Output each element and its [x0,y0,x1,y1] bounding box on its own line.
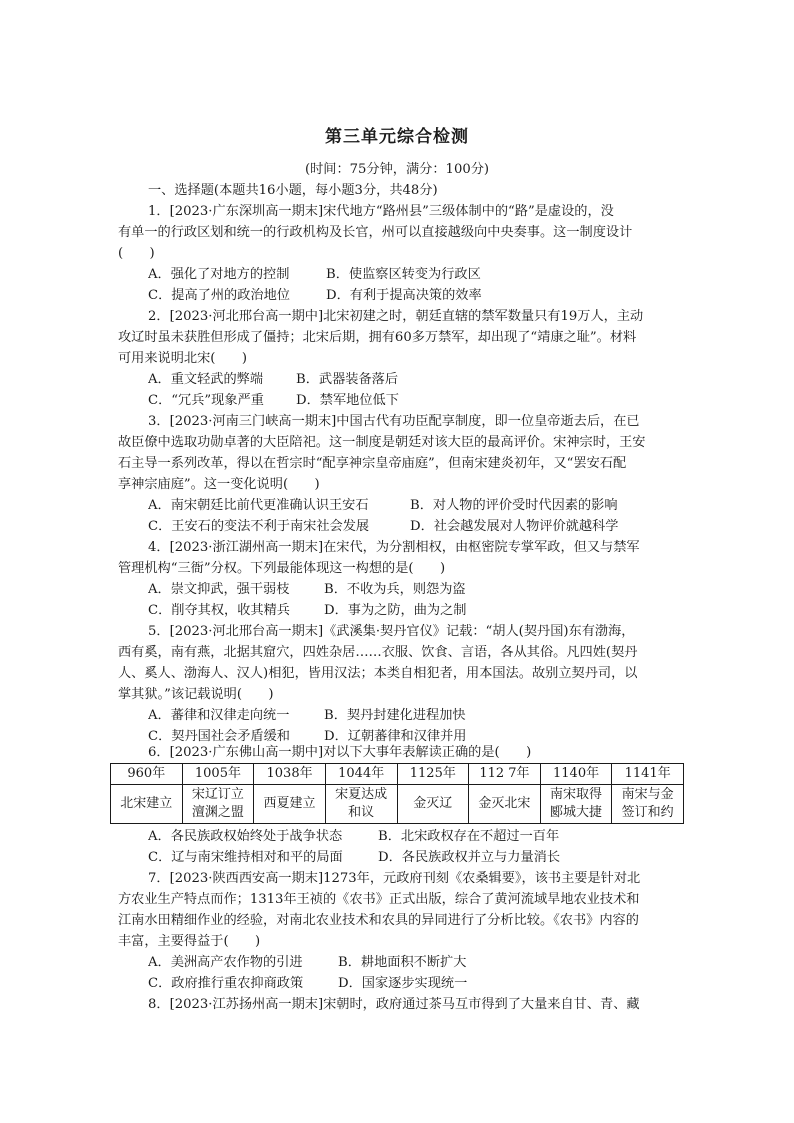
q5-line-4: 掌其狱。”该记载说明( ) [118,687,274,702]
q7-options-cd [148,973,708,994]
q4-option-d[interactable]: D．事为之防，曲为之制 [324,603,467,618]
q3-line-2: 故臣僚中选取功勋卓著的大臣陪祀。这一制度是朝廷对该大臣的最高评价。宋神宗时，王安 [118,435,646,450]
year-cell: 1005年 [182,764,254,785]
event-text: 宋夏达成 [335,787,388,802]
q1-option-b[interactable]: B．使监察区转变为行政区 [326,267,481,282]
event-cell [325,785,397,824]
event-text: 澶渊之盟 [191,805,244,820]
year-cell: 1044年 [325,764,397,785]
section-heading: 一、选择题(本题共16小题，每小题3分，共48分) [148,183,438,198]
year-cell: 1125年 [397,764,469,785]
event-cell [540,785,612,824]
q2-option-c[interactable]: C．“冗兵”现象严重 [148,393,264,408]
q6-line-1: 6．[2023·广东佛山高一期中]对以下大事年表解读正确的是( ) [148,745,532,760]
q5-option-d[interactable]: D．辽朝蕃律和汉律并用 [324,729,467,744]
q7-line-4: 丰富，主要得益于( ) [118,934,261,949]
q6-option-c[interactable]: C．辽与南宋维持相对和平的局面 [148,850,343,865]
q3-line-4: 享神宗庙庭”。这一变化说明( ) [118,477,320,492]
q7-option-c[interactable]: C．政府推行重农抑商政策 [148,976,304,991]
event-cell [111,785,183,824]
q3-option-a[interactable]: A．南宋朝廷比前代更准确认识王安石 [148,498,369,513]
q5-line-2: 西有奚，南有燕，北据其窟穴，四姓杂居……衣服、饮食、言语，各从其俗。凡四姓(契丹 [118,645,638,660]
q4-option-c[interactable]: C．削夺其权，收其精兵 [148,603,290,618]
event-text: 南宋取得 [550,787,603,802]
q4-line-2: 管理机构“三衙”分权。下列最能体现这一构想的是( ) [118,561,446,576]
event-text: 北宋建立 [120,796,173,811]
q7-line-3: 江南水田精细作业的经验，对南北农业技术和农具的异同进行了分析比较。《农书》内容的 [118,913,639,928]
q1-options-cd [148,285,708,306]
event-text: 南宋与金 [621,787,674,802]
q5-option-b[interactable]: B．契丹封建化进程加快 [324,708,466,723]
q3-option-d[interactable]: D．社会越发展对人物评价就越科学 [410,519,619,534]
q8-line-1: 8．[2023·江苏扬州高一期末]宋朝时，政府通过茶马互市得到了大量来自甘、青、藏 [148,997,640,1012]
event-text: 金灭辽 [413,796,453,811]
event-cell [182,785,254,824]
q5-line-1: 5．[2023·河北邢台高一期末]《武溪集·契丹官仪》记载：“胡人(契丹国)东有渤海， [148,624,635,639]
q6-options-cd [148,847,708,868]
events-row [111,785,684,824]
q2-option-d[interactable]: D．禁军地位低下 [296,393,399,408]
q4-option-a[interactable]: A．崇文抑武，强干弱枝 [148,582,290,597]
event-text: 签订和约 [621,805,674,820]
q1-options-ab [148,264,708,285]
q4-option-b[interactable]: B．不收为兵，则怨为盗 [324,582,466,597]
q1-option-a[interactable]: A．强化了对地方的控制 [148,267,290,282]
q3-line-1: 3．[2023·河南三门峡高一期末]中国古代有功臣配享制度，即一位皇帝逝去后，在已 [148,414,640,429]
q1-line-2: 有单一的行政区划和统一的行政机构及长官，州可以直接越级向中央奏事。这一制度设计 [118,225,633,240]
event-cell [254,785,326,824]
year-cell: 1038年 [254,764,326,785]
q1-line-3: ( ) [118,246,155,261]
event-text: 西夏建立 [263,796,316,811]
page-title: 第三单元综合检测 [325,127,469,147]
q4-options-cd [148,600,708,621]
q2-option-b[interactable]: B．武器装备落后 [296,372,399,387]
q4-line-1: 4．[2023·浙江湖州高一期末]在宋代，为分割相权，由枢密院专掌军政，但又与禁军 [148,540,640,555]
event-cell [397,785,469,824]
event-text: 金灭北宋 [478,796,531,811]
q7-options-ab [148,952,708,973]
q4-options-ab [148,579,708,600]
event-text: 和议 [348,805,375,820]
q3-options-cd [148,516,708,537]
q2-options-ab [148,369,708,390]
q2-line-1: 2．[2023·河北邢台高一期中]北宋初建之时，朝廷直辖的禁军数量只有19万人，主动 [148,309,644,324]
event-text: 宋辽订立 [191,787,244,802]
q1-line-1: 1．[2023·广东深圳高一期末]宋代地方“路州县”三级体制中的“路”是虚设的，没 [148,204,614,219]
exam-info: (时间：75分钟，满分：100分) [304,162,490,177]
q3-option-c[interactable]: C．王安石的变法不利于南宋社会发展 [148,519,370,534]
years-row [111,764,684,785]
event-cell [469,785,541,824]
q3-options-ab [148,495,708,516]
events-timeline-table [110,763,684,824]
q3-line-3: 石主导一系列改革，得以在哲宗时“配享神宗皇帝庙庭”，但南宋建炎初年，又“罢安石配 [118,456,627,471]
q1-option-d[interactable]: D．有利于提高决策的效率 [326,288,482,303]
q2-line-3: 可用来说明北宋( ) [118,351,247,366]
year-cell: 1140年 [540,764,612,785]
q5-line-3: 人、奚人、渤海人、汉人)相犯，皆用汉法；本类自相犯者，用本国法。故别立契丹司，以 [118,666,638,681]
q5-option-a[interactable]: A．蕃律和汉律走向统一 [148,708,290,723]
year-cell: 960年 [111,764,183,785]
q2-line-2: 攻辽时虽未获胜但形成了僵持；北宋后期，拥有60多万禁军，却出现了“靖康之耻”。材料 [118,330,637,345]
year-cell: 1141年 [612,764,684,785]
q7-line-1: 7．[2023·陕西西安高一期末]1273年，元政府刊刻《农桑辑要》，该书主要是针对北 [148,871,641,886]
q7-option-d[interactable]: D．国家逐步实现统一 [338,976,468,991]
q6-options-ab [148,826,708,847]
q6-option-d[interactable]: D．各民族政权并立与力量消长 [378,850,561,865]
q7-option-b[interactable]: B．耕地面积不断扩大 [338,955,467,970]
q6-option-b[interactable]: B．北宋政权存在不超过一百年 [378,829,560,844]
q3-option-b[interactable]: B．对人物的评价受时代因素的影响 [410,498,618,513]
q2-options-cd [148,390,708,411]
year-cell: 112 7年 [469,764,541,785]
q7-option-a[interactable]: A．美洲高产农作物的引进 [148,955,303,970]
event-text: 郾城大捷 [550,805,603,820]
event-cell [612,785,684,824]
q7-line-2: 方农业生产特点而作；1313年王祯的《农书》正式出版，综合了黄河流域旱地农业技术和 [118,892,640,907]
q1-option-c[interactable]: C．提高了州的政治地位 [148,288,290,303]
q2-option-a[interactable]: A．重文轻武的弊端 [148,372,264,387]
q6-option-a[interactable]: A．各民族政权始终处于战争状态 [148,829,343,844]
q5-option-c[interactable]: C．契丹国社会矛盾缓和 [148,729,290,744]
q5-options-ab [148,705,708,726]
